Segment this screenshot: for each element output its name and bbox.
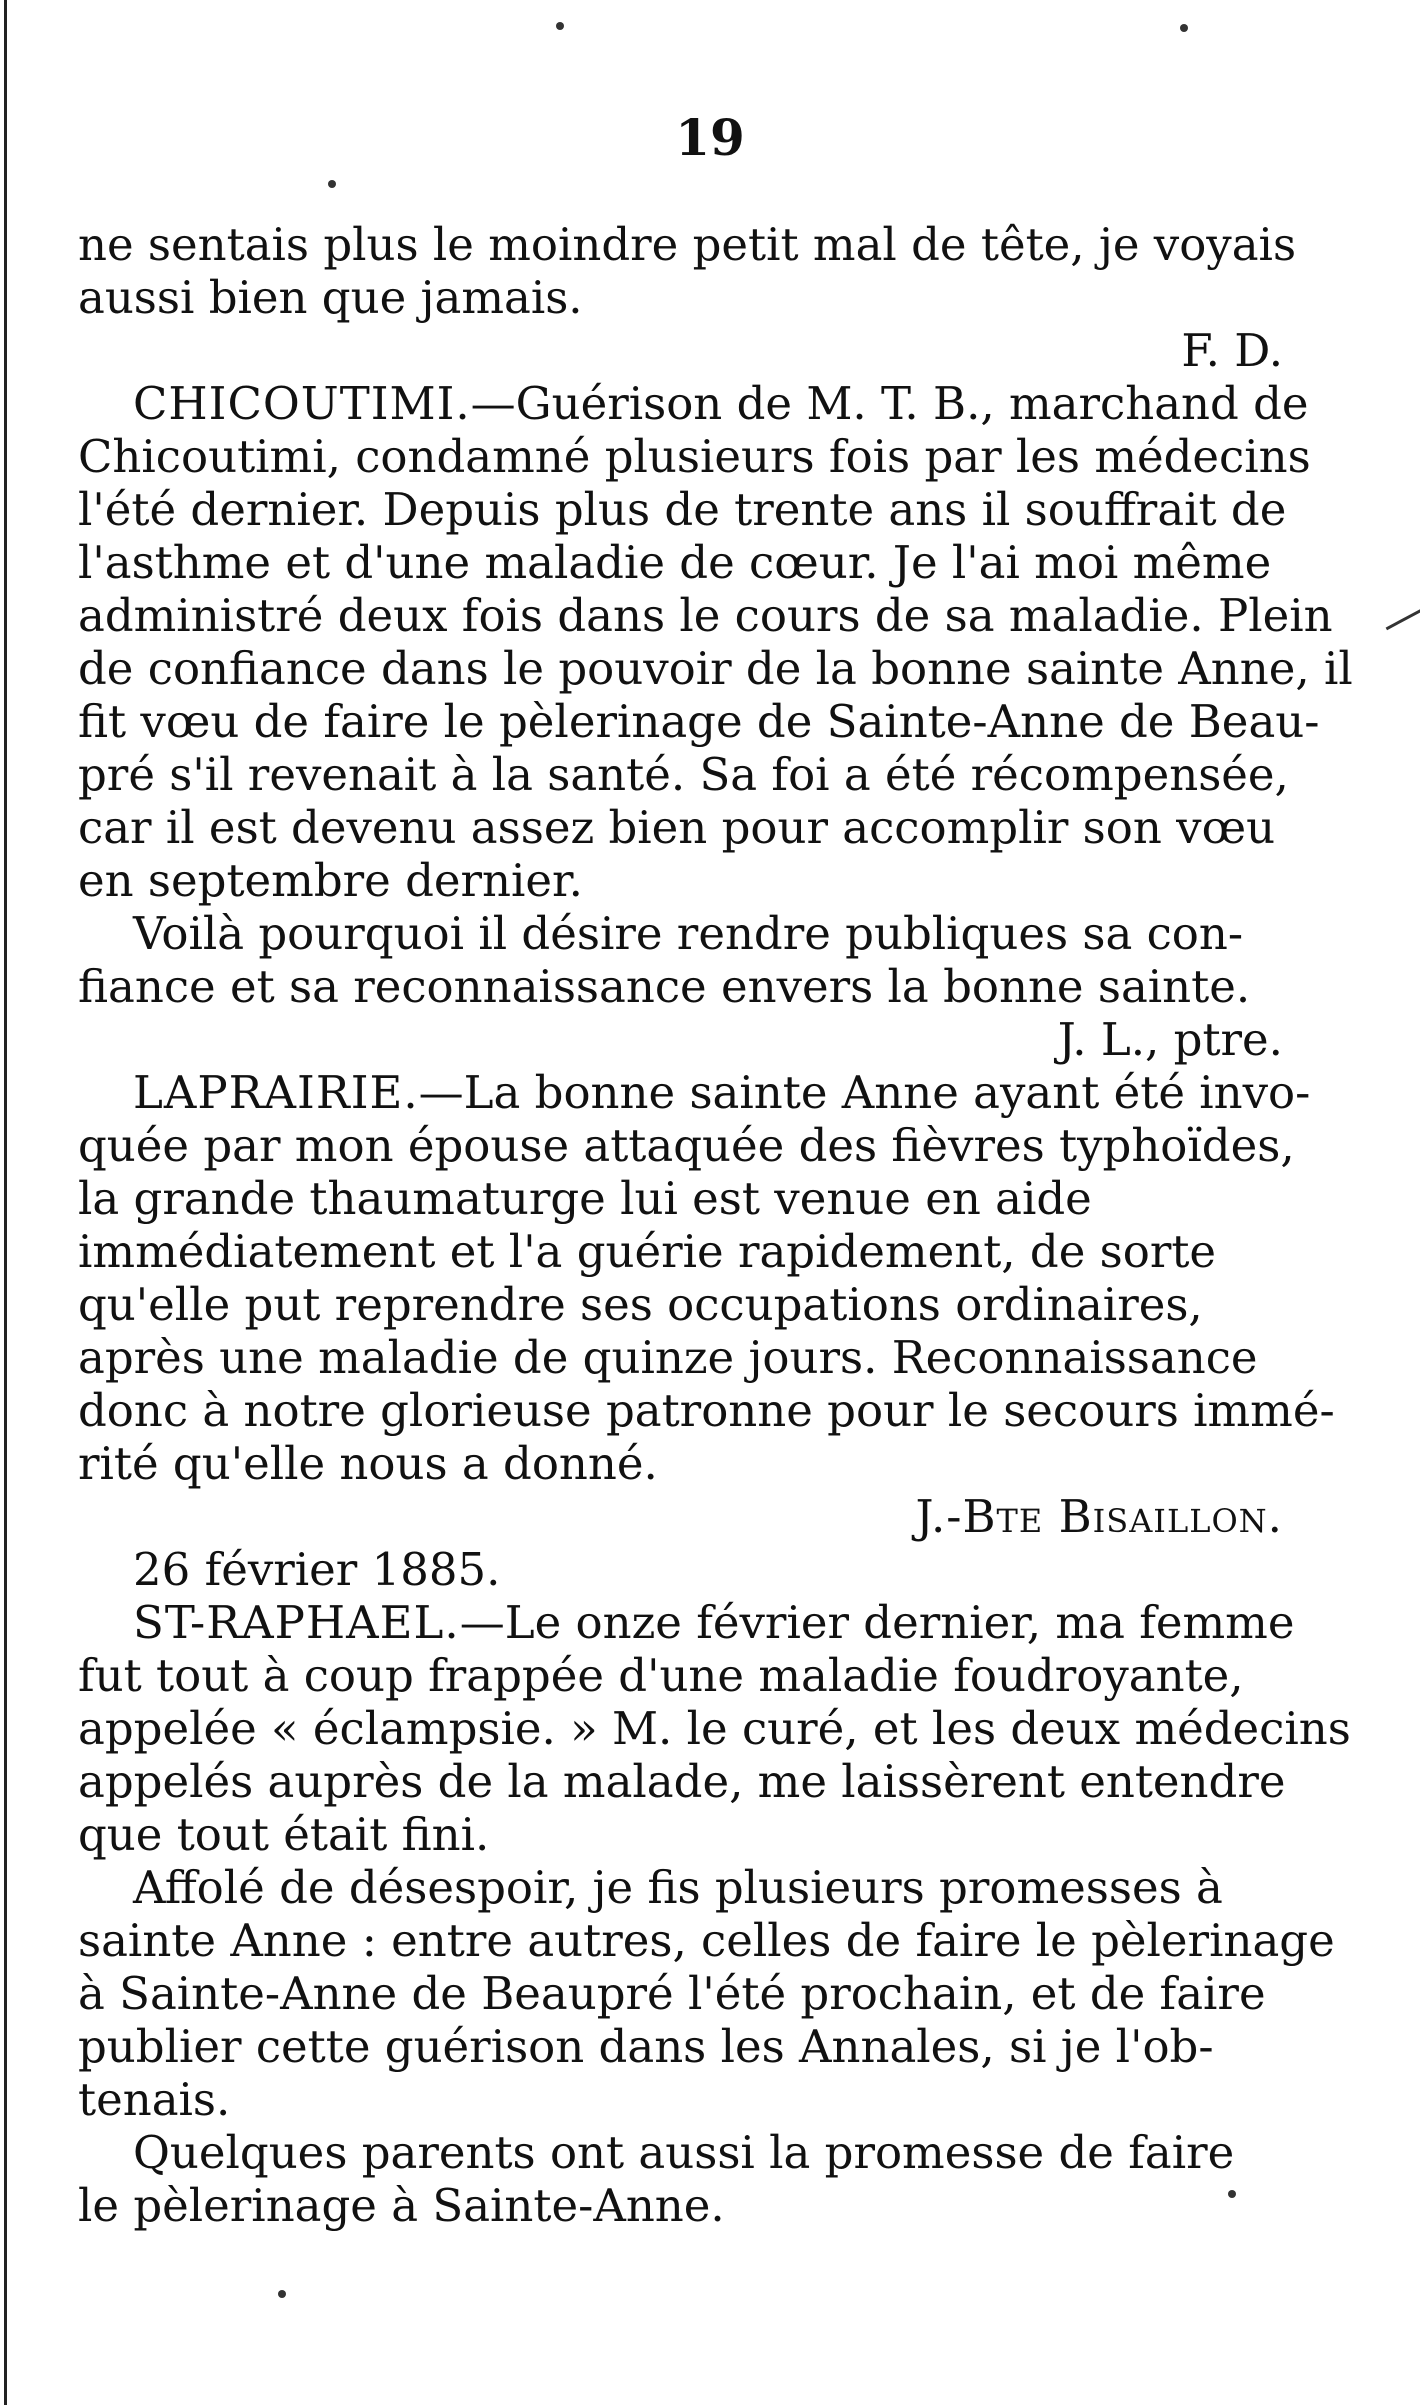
signature — [78, 324, 1328, 377]
page-edge-rule — [4, 0, 7, 2405]
page-number: 19 — [675, 108, 745, 167]
line-text: que tout était fini. — [78, 1808, 490, 1861]
text-line — [78, 2179, 1328, 2232]
place-heading: LAPRAIRIE. — [133, 1066, 419, 1119]
place-heading: ST-RAPHAEL. — [133, 1596, 460, 1649]
text-line — [78, 1437, 1328, 1490]
text-line — [78, 1278, 1328, 1331]
line-text: à Sainte-Anne de Beaupré l'été prochain, et de faire — [78, 1967, 1266, 2020]
text-line — [78, 483, 1328, 536]
speck — [1228, 2190, 1236, 2198]
text-line — [78, 1596, 1328, 1649]
text-line — [78, 1543, 1328, 1596]
text-line — [78, 377, 1328, 430]
line-text: publier cette guérison dans les Annales, si je l'ob- — [78, 2020, 1214, 2073]
text-line — [78, 1384, 1335, 1437]
line-text: J. L., ptre. — [1057, 1013, 1283, 1066]
line-text: de confiance dans le pouvoir de la bonne sainte Anne, il — [78, 642, 1353, 695]
line-text: —La bonne sainte Anne ayant été invo- — [418, 1066, 1311, 1119]
line-text: —Guérison de M. T. B., marchand de — [470, 377, 1309, 430]
speck — [278, 2290, 286, 2298]
speck — [1180, 24, 1188, 32]
line-text: Quelques parents ont aussi la promesse de faire — [133, 2126, 1235, 2179]
text-line — [78, 2020, 1328, 2073]
place-heading: CHICOUTIMI. — [133, 377, 471, 430]
text-line — [78, 1861, 1328, 1914]
text-line — [78, 1331, 1328, 1384]
text-line — [78, 642, 1353, 695]
text-line — [78, 536, 1328, 589]
line-text: ne sentais plus le moindre petit mal de tête, je voyais — [78, 218, 1297, 271]
text-line — [78, 801, 1328, 854]
line-text: le pèlerinage à Sainte-Anne. — [78, 2179, 725, 2232]
text-line — [78, 1914, 1335, 1967]
text-line — [78, 1755, 1328, 1808]
line-text: sainte Anne : entre autres, celles de faire le pèlerinage — [78, 1914, 1335, 1967]
text-line — [78, 907, 1328, 960]
text-line — [78, 2126, 1328, 2179]
text-line — [78, 2073, 1328, 2126]
line-text: 26 février 1885. — [133, 1543, 501, 1596]
line-text: l'asthme et d'une maladie de cœur. Je l'ai moi même — [78, 536, 1272, 589]
line-text: quée par mon épouse attaquée des fièvres typhoïdes, — [78, 1119, 1295, 1172]
line-text: Voilà pourquoi il désire rendre publiques sa con- — [133, 907, 1244, 960]
line-text: Chicoutimi, condamné plusieurs fois par les médecins — [78, 430, 1311, 483]
signature — [78, 1013, 1328, 1066]
line-text: après une maladie de quinze jours. Reconnaissance — [78, 1331, 1258, 1384]
text-line — [78, 430, 1328, 483]
text-line — [78, 1066, 1328, 1119]
line-text: la grande thaumaturge lui est venue en aide — [78, 1172, 1092, 1225]
line-text: rité qu'elle nous a donné. — [78, 1437, 658, 1490]
line-text: administré deux fois dans le cours de sa maladie. Plein — [78, 589, 1333, 642]
text-line — [78, 1702, 1351, 1755]
line-text: fiance et sa reconnaissance envers la bonne sainte. — [78, 960, 1251, 1013]
page-body-text — [78, 218, 1353, 2232]
text-line — [78, 218, 1328, 271]
text-line — [78, 960, 1328, 1013]
line-text: immédiatement et l'a guérie rapidement, de sorte — [78, 1225, 1217, 1278]
line-text: car il est devenu assez bien pour accomplir son vœu — [78, 801, 1276, 854]
text-line — [78, 1967, 1328, 2020]
line-text: tenais. — [78, 2073, 231, 2126]
text-line — [78, 1119, 1328, 1172]
text-line — [78, 589, 1333, 642]
line-text: l'été dernier. Depuis plus de trente ans il souffrait de — [78, 483, 1287, 536]
text-line — [78, 1649, 1328, 1702]
line-text: en septembre dernier. — [78, 854, 583, 907]
line-text: fit vœu de faire le pèlerinage de Sainte-Anne de Beau- — [78, 695, 1320, 748]
line-text: appelée « éclampsie. » M. le curé, et les deux médecins — [78, 1702, 1351, 1755]
line-text: aussi bien que jamais. — [78, 271, 583, 324]
line-text: appelés auprès de la malade, me laissèrent entendre — [78, 1755, 1286, 1808]
line-text: fut tout à coup frappée d'une maladie foudroyante, — [78, 1649, 1244, 1702]
signature — [78, 1490, 1328, 1543]
line-text: J.-Bte Bisaillon. — [915, 1490, 1283, 1543]
text-line — [78, 854, 1328, 907]
text-line — [78, 695, 1328, 748]
line-text: F. D. — [1181, 324, 1283, 377]
line-text: qu'elle put reprendre ses occupations ordinaires, — [78, 1278, 1203, 1331]
speck — [556, 22, 564, 30]
text-line — [78, 271, 1328, 324]
text-line — [78, 748, 1328, 801]
line-text: pré s'il revenait à la santé. Sa foi a été récompensée, — [78, 748, 1289, 801]
line-text: donc à notre glorieuse patronne pour le secours immé- — [78, 1384, 1335, 1437]
line-text: Affolé de désespoir, je fis plusieurs promesses à — [133, 1861, 1223, 1914]
speck — [328, 180, 336, 188]
text-line — [78, 1172, 1328, 1225]
text-line — [78, 1808, 1328, 1861]
line-text: —Le onze février dernier, ma femme — [459, 1596, 1295, 1649]
text-line — [78, 1225, 1328, 1278]
margin-mark — [1386, 609, 1420, 630]
